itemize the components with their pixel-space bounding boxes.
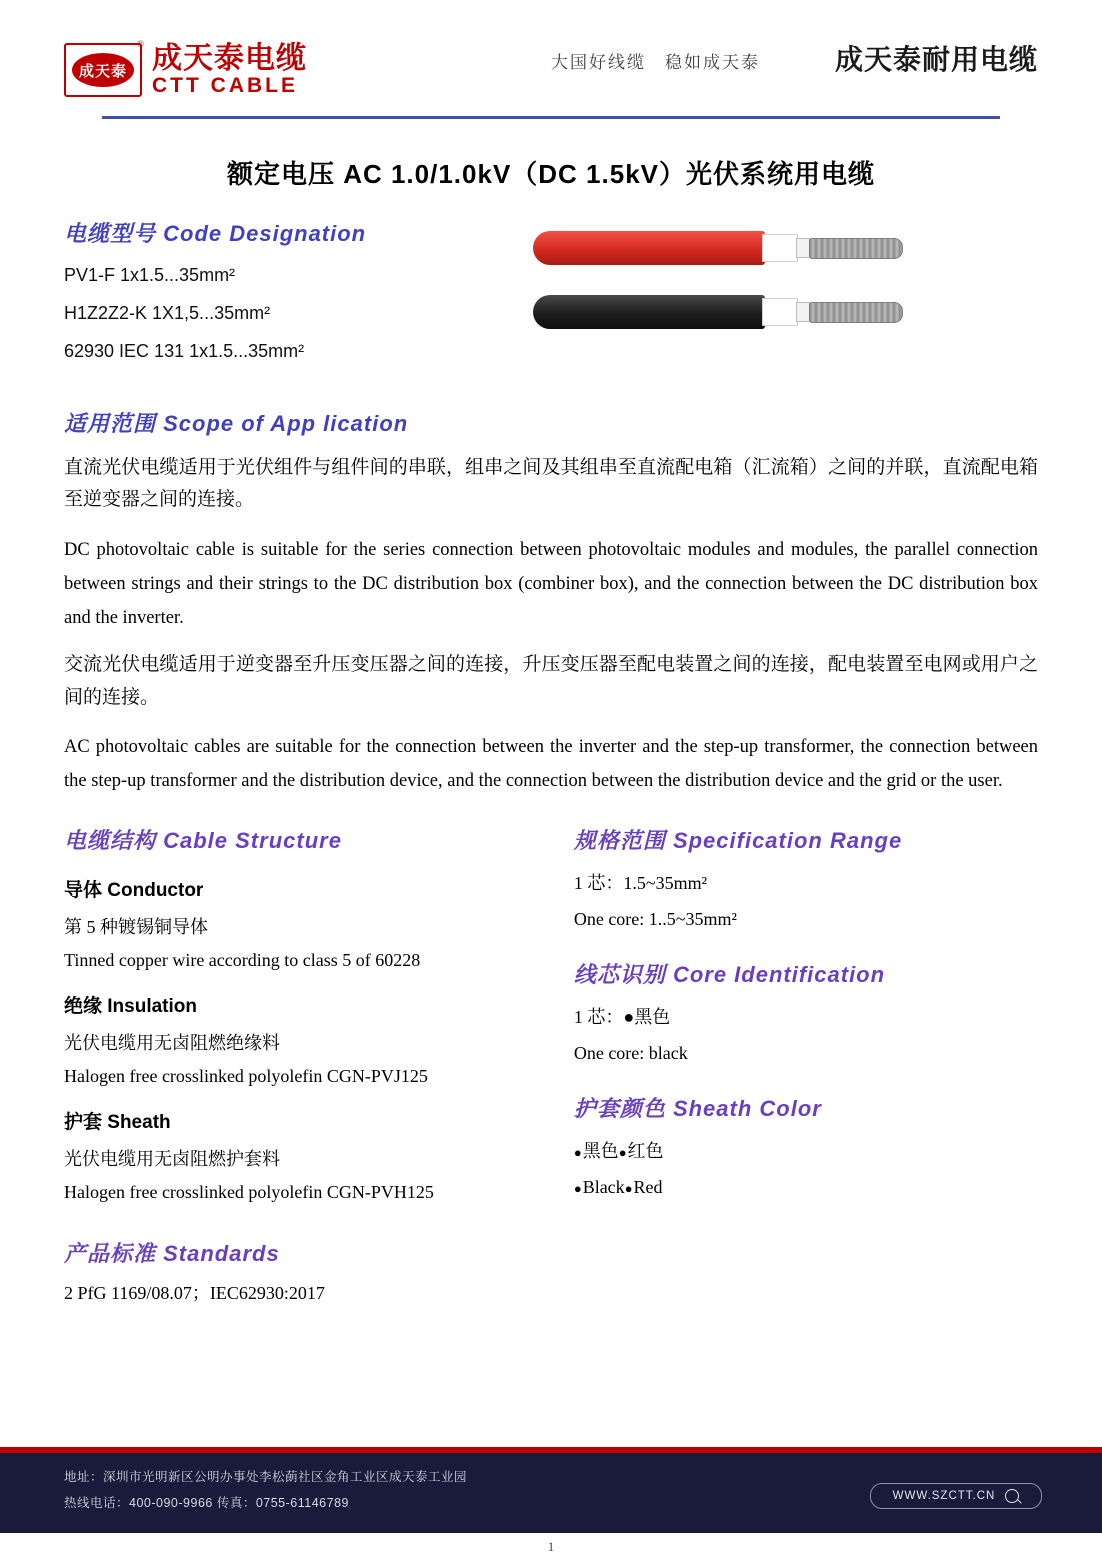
sheath-color-cn-red: 红色 <box>627 1141 664 1162</box>
code-line: 62930 IEC 131 1x1.5...35mm² <box>64 341 305 361</box>
logo-wordmark-cn: 成天泰电缆 <box>152 41 307 75</box>
page-header <box>64 0 1038 118</box>
insulation-value-en: Halogen free crosslinked polyolefin CGN-PVJ125 <box>64 1066 428 1087</box>
footer-website-label: WWW.SZCTT.CN <box>892 1490 996 1502</box>
black-cable-image <box>533 295 903 329</box>
red-cable-jacket <box>533 231 765 265</box>
page-title: 额定电压 AC 1.0/1.0kV（DC 1.5kV）光伏系统用电缆 <box>226 159 876 189</box>
black-cable-conductor <box>809 302 903 323</box>
header-slogan: 大国好线缆 稳如成天泰 <box>551 53 760 72</box>
standards-heading: 产品标准 Standards <box>64 1241 280 1267</box>
scope-paragraph-cn: 直流光伏电缆适用于光伏组件与组件间的串联，组串之间及其组串至直流配电箱（汇流箱）之间的并联，直流配电箱至逆变器之间的连接。 <box>64 457 1038 511</box>
logo-wordmark <box>152 43 307 98</box>
conductor-value-cn: 第 5 种镀锡铜导体 <box>64 917 208 938</box>
standards-value: 2 PfG 1169/08.07；IEC62930:2017 <box>64 1283 325 1304</box>
specification-range-heading: 规格范围 Specification Range <box>573 828 903 854</box>
sheath-color-en-red: Red <box>633 1177 663 1198</box>
core-identification-en: One core: black <box>573 1043 688 1064</box>
scope-section <box>64 407 1038 798</box>
cable-structure-heading: 电缆结构 Cable Structure <box>64 828 342 854</box>
black-cable-insulation <box>762 298 798 326</box>
code-designation-heading: 电缆型号 Code Designation <box>64 221 367 246</box>
scope-heading: 适用范围 Scope of App lication <box>64 411 409 436</box>
code-designation-section <box>64 217 1038 397</box>
footer-telephone: 热线电话：400-090-9966 传真：0755-61146789 <box>64 1496 349 1510</box>
sheath-value-en: Halogen free crosslinked polyolefin CGN-PVH125 <box>64 1182 434 1203</box>
black-cable-insulation-tip <box>796 302 810 322</box>
logo-mark-text: 成天泰 <box>72 53 134 87</box>
code-designation-list <box>64 217 564 362</box>
scope-paragraph-en: DC photovoltaic cable is suitable for the series connection between photovoltaic modules and modules, the parallel connection between strings and their strings to the DC distribution box (combiner box), and the connection between the DC distribution box and the inverter. <box>64 539 1038 629</box>
page-number: 1 <box>547 1539 555 1554</box>
logo-mark-icon <box>64 39 144 97</box>
page-footer <box>0 1447 1102 1533</box>
core-identification-cn: 1 芯：●黑色 <box>573 1007 671 1028</box>
registered-trademark-icon: ® <box>137 39 144 49</box>
conductor-label: 导体 Conductor <box>64 880 204 902</box>
footer-website-button[interactable] <box>870 1483 1042 1509</box>
red-bullet-icon-en <box>625 1177 663 1197</box>
footer-address: 地址：深圳市光明新区公明办事处李松蓢社区金角工业区成天泰工业园 <box>64 1470 468 1484</box>
red-cable-conductor <box>809 238 903 259</box>
cable-structure-section <box>64 824 540 1305</box>
sheath-value-cn: 光伏电缆用无卤阻燃护套料 <box>64 1149 280 1170</box>
red-cable-insulation-tip <box>796 238 810 258</box>
black-bullet-icon-en: ● Black <box>574 1177 625 1197</box>
core-identification-heading: 线芯识别 Core Identification <box>573 962 886 988</box>
black-bullet-icon: ● 黑色 <box>574 1141 619 1161</box>
specification-column <box>574 824 1038 1305</box>
sheath-label: 护套 Sheath <box>64 1112 171 1134</box>
specification-range-cn: 1 芯：1.5~35mm² <box>573 873 707 894</box>
cable-product-illustration <box>533 217 933 347</box>
insulation-value-cn: 光伏电缆用无卤阻燃绝缘料 <box>64 1033 280 1054</box>
details-columns <box>64 824 1038 1305</box>
sheath-color-cn <box>574 1137 1038 1163</box>
scope-paragraph-en: AC photovoltaic cables are suitable for the connection between the inverter and the step-up transformer, the connection between the step-up transformer and the distribution device, and the connection between the distribution device and the grid or the user. <box>64 736 1038 792</box>
logo-wordmark-en: CTT CABLE <box>152 74 298 98</box>
code-line: PV1-F 1x1.5...35mm² <box>64 265 236 285</box>
insulation-label: 绝缘 Insulation <box>64 996 198 1018</box>
black-cable-jacket <box>533 295 765 329</box>
sheath-color-heading: 护套颜色 Sheath Color <box>573 1096 822 1122</box>
search-icon <box>1005 1489 1019 1503</box>
header-brand: 成天泰耐用电缆 <box>834 44 1038 75</box>
code-line: H1Z2Z2-K 1X1,5...35mm² <box>64 303 271 323</box>
header-divider <box>102 116 1000 119</box>
sheath-color-en <box>574 1177 1038 1198</box>
red-bullet-icon <box>619 1141 664 1161</box>
scope-paragraph-cn: 交流光伏电缆适用于逆变器至升压变压器之间的连接，升压变压器至配电装置之间的连接，配电装置至电网或用户之间的连接。 <box>64 654 1038 708</box>
red-cable-insulation <box>762 234 798 262</box>
red-cable-image <box>533 231 903 265</box>
conductor-value-en: Tinned copper wire according to class 5 of 60228 <box>64 950 421 971</box>
footer-divider <box>0 1447 1102 1453</box>
company-logo <box>64 39 307 98</box>
specification-range-en: One core: 1..5~35mm² <box>573 909 737 930</box>
